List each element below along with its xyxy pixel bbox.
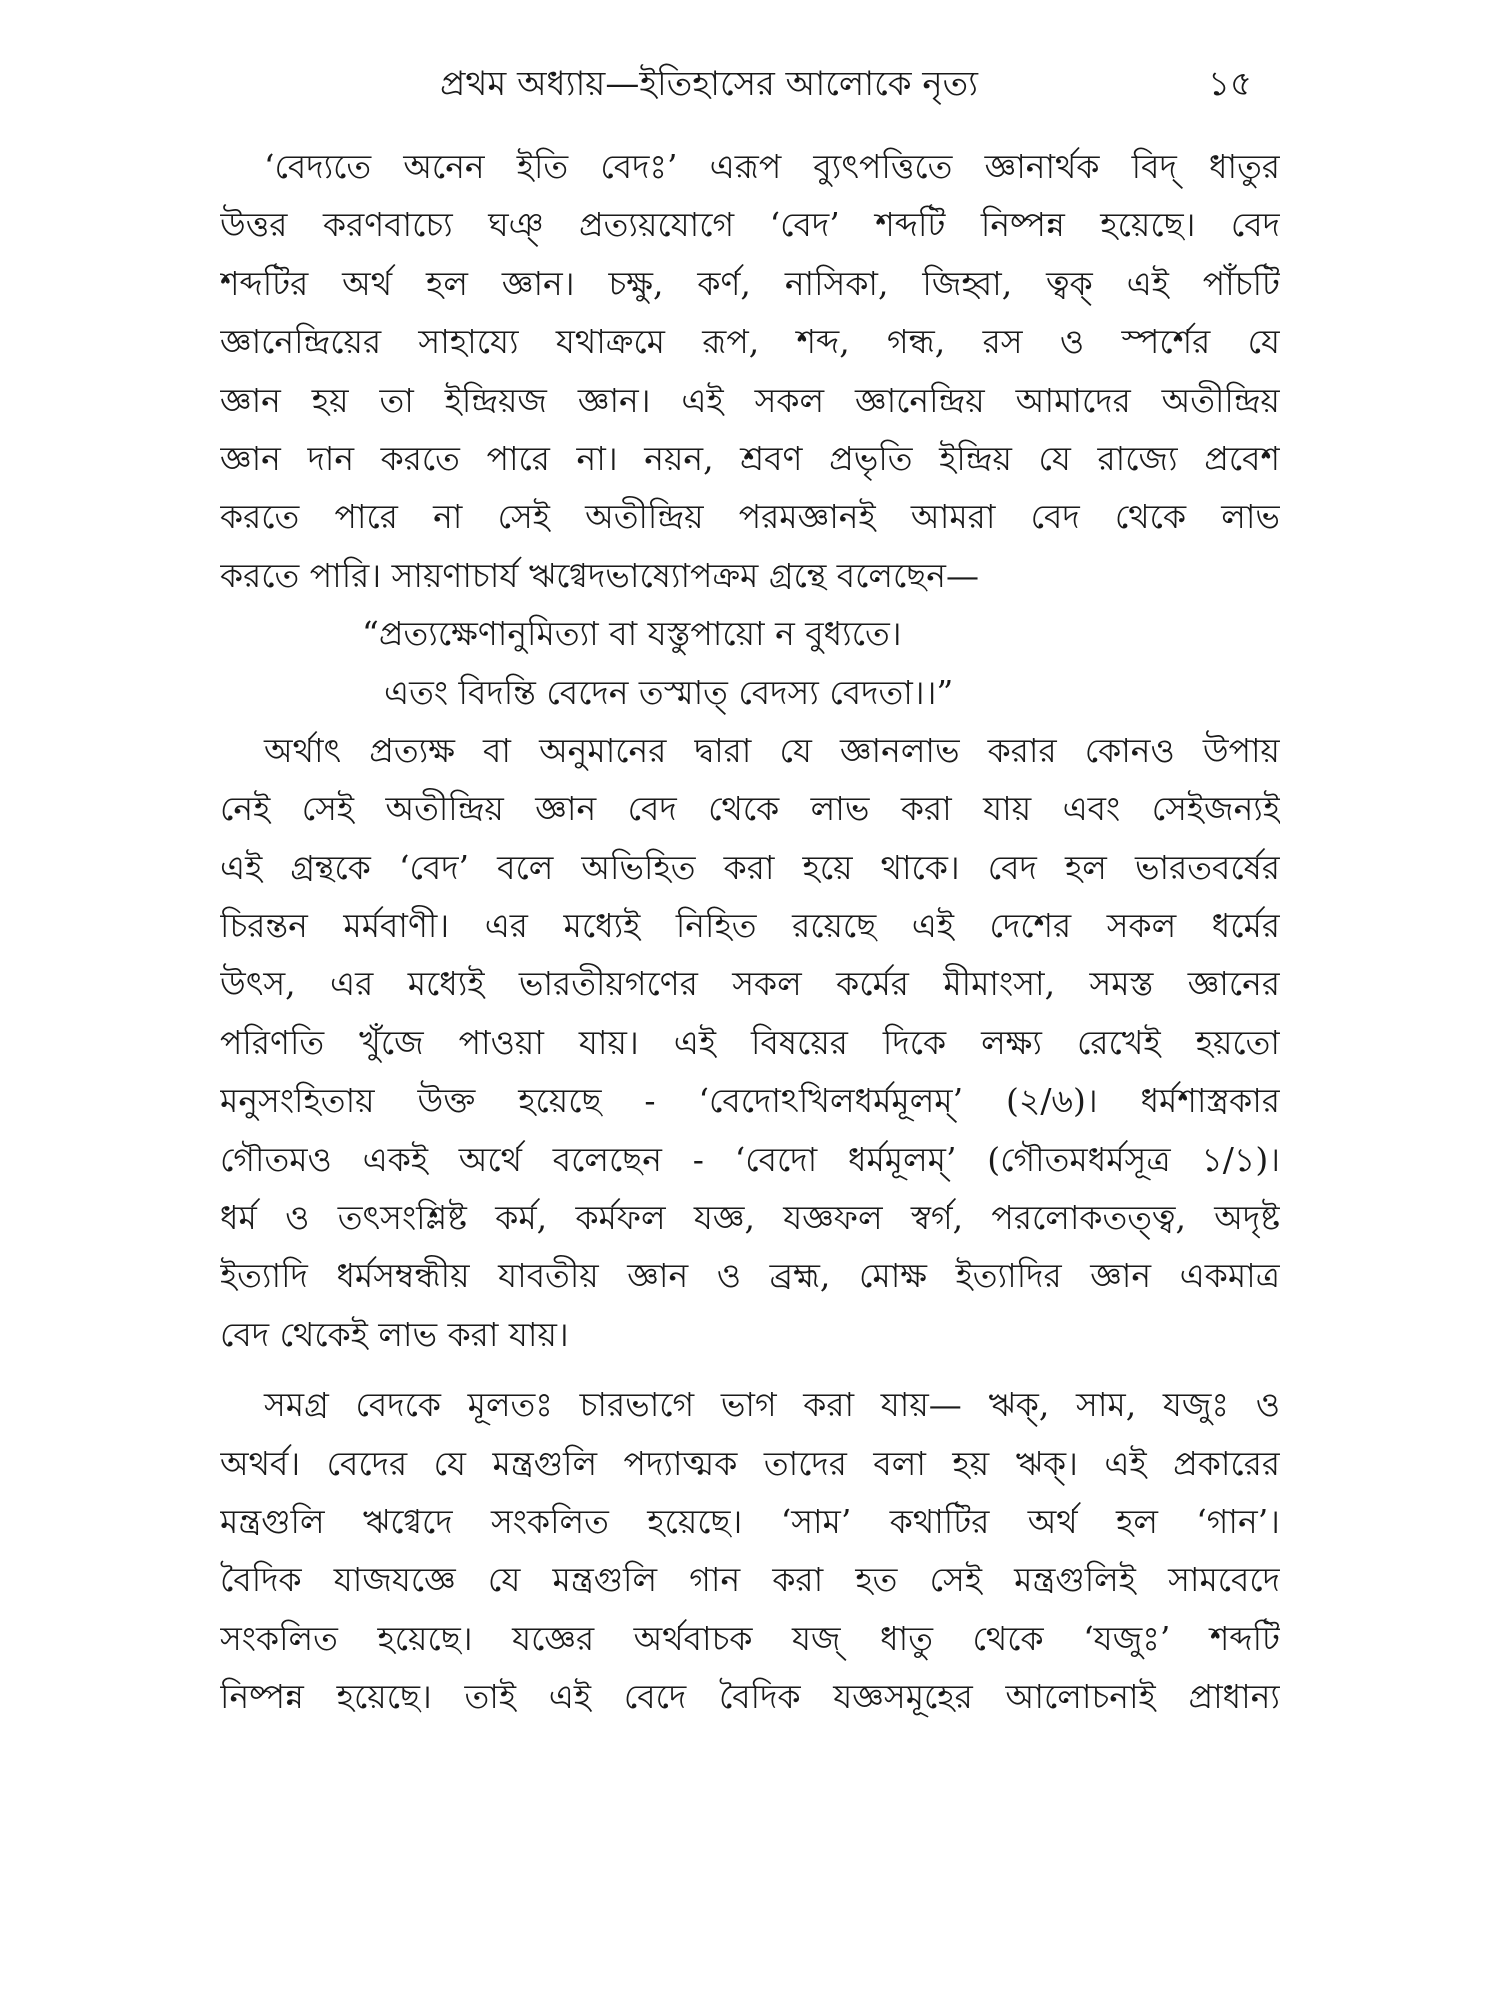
paragraph bbox=[220, 1376, 1280, 1726]
text-line: বৈদিক যাজযজ্ঞে যে মন্ত্রগুলি গান করা হত সেই মন্ত্রগুলিই সামবেদে bbox=[220, 1560, 1280, 1600]
text-line: অথর্ব। বেদের যে মন্ত্রগুলি পদ্যাত্মক তাদের বলা হয় ঋক্। এই প্রকারের bbox=[220, 1443, 1280, 1483]
text-line: অর্থাৎ প্রত্যক্ষ বা অনুমানের দ্বারা যে জ্ঞানলাভ করার কোনও উপায় bbox=[264, 730, 1280, 770]
text-line: গৌতমও একই অর্থে বলেছেন - ‘বেদো ধর্মমূলম্’ (গৌতমধর্মসূত্র ১/১)। bbox=[220, 1139, 1280, 1179]
text-line: ইত্যাদি ধর্মসম্বন্ধীয় যাবতীয় জ্ঞান ও ব্রহ্ম, মোক্ষ ইত্যাদির জ্ঞান একমাত্র bbox=[220, 1256, 1280, 1296]
body-text bbox=[220, 138, 1280, 1727]
chapter-title: প্রথম অধ্যায়—ইতিহাসের আলোকে নৃত্য bbox=[440, 64, 979, 104]
text-line: এই গ্রন্থকে ‘বেদ’ বলে অভিহিত করা হয়ে থাকে। বেদ হল ভারতবর্ষের bbox=[220, 847, 1280, 887]
text-line: জ্ঞান হয় তা ইন্দ্রিয়জ জ্ঞান। এই সকল জ্ঞানেন্দ্রিয় আমাদের অতীন্দ্রিয় bbox=[220, 380, 1280, 420]
page-number: ১৫ bbox=[1208, 64, 1253, 104]
text-line: করতে পারে না সেই অতীন্দ্রিয় পরমজ্ঞানই আমরা বেদ থেকে লাভ bbox=[220, 497, 1280, 537]
text-line: করতে পারি। সায়ণাচার্য ঋগ্বেদভাষ্যোপক্রম গ্রন্থে বলেছেন— bbox=[220, 555, 979, 595]
verse-quote bbox=[220, 605, 1280, 722]
text-line: বেদ থেকেই লাভ করা যায়। bbox=[220, 1314, 569, 1354]
text-line: নিষ্পন্ন হয়েছে। তাই এই বেদে বৈদিক যজ্ঞসমূহের আলোচনাই প্রাধান্য bbox=[220, 1677, 1280, 1717]
text-line: ‘বেদ্যতে অনেন ইতি বেদঃ’ এরূপ ব্যুৎপত্তিতে জ্ঞানার্থক বিদ্ ধাতুর bbox=[264, 147, 1280, 186]
paragraph bbox=[220, 722, 1280, 1364]
text-line: জ্ঞান দান করতে পারে না। নয়ন, শ্রবণ প্রভৃতি ইন্দ্রিয় যে রাজ্যে প্রবেশ bbox=[220, 438, 1280, 478]
text-line: শব্দটির অর্থ হল জ্ঞান। চক্ষু, কর্ণ, নাসিকা, জিহ্বা, ত্বক্ এই পাঁচটি bbox=[220, 263, 1280, 303]
text-line: জ্ঞানেন্দ্রিয়ের সাহায্যে যথাক্রমে রূপ, শব্দ, গন্ধ, রস ও স্পর্শের যে bbox=[220, 322, 1280, 362]
verse-line: “প্রত্যক্ষেণানুমিত্যা বা যস্তুপায়ো ন বুধ্যতে। bbox=[362, 614, 902, 654]
running-header bbox=[0, 52, 1500, 112]
text-line: নেই সেই অতীন্দ্রিয় জ্ঞান বেদ থেকে লাভ করা যায় এবং সেইজন্যই bbox=[220, 789, 1280, 829]
text-line: মনুসংহিতায় উক্ত হয়েছে - ‘বেদোঽখিলধর্মমূলম্’ (২/৬)। ধর্মশাস্ত্রকার bbox=[220, 1081, 1280, 1121]
text-line: পরিণতি খুঁজে পাওয়া যায়। এই বিষয়ের দিকে লক্ষ্য রেখেই হয়তো bbox=[220, 1022, 1280, 1062]
text-line: মন্ত্রগুলি ঋগ্বেদে সংকলিত হয়েছে। ‘সাম’ কথাটির অর্থ হল ‘গান’। bbox=[220, 1501, 1280, 1541]
text-line: সংকলিত হয়েছে। যজ্ঞের অর্থবাচক যজ্ ধাতু থেকে ‘যজুঃ’ শব্দটি bbox=[220, 1618, 1280, 1658]
paragraph-gap bbox=[220, 1364, 1280, 1376]
text-line: উৎস, এর মধ্যেই ভারতীয়গণের সকল কর্মের মীমাংসা, সমস্ত জ্ঞানের bbox=[220, 964, 1280, 1004]
text-line: চিরন্তন মর্মবাণী। এর মধ্যেই নিহিত রয়েছে এই দেশের সকল ধর্মের bbox=[220, 906, 1280, 946]
text-line: সমগ্র বেদকে মূলতঃ চারভাগে ভাগ করা যায়— ঋক্, সাম, যজুঃ ও bbox=[264, 1385, 1280, 1425]
paragraph bbox=[220, 138, 1280, 605]
text-line: ধর্ম ও তৎসংশ্লিষ্ট কর্ম, কর্মফল যজ্ঞ, যজ্ঞফল স্বর্গ, পরলোকতত্ত্ব, অদৃষ্ট bbox=[220, 1198, 1280, 1238]
verse-line: এতং বিদন্তি বেদেন তস্মাত্ বেদস্য বেদতা।।” bbox=[384, 672, 954, 712]
text-line: উত্তর করণবাচ্যে ঘঞ্ প্রত্যয়যোগে ‘বেদ’ শব্দটি নিষ্পন্ন হয়েছে। বেদ bbox=[220, 205, 1280, 245]
